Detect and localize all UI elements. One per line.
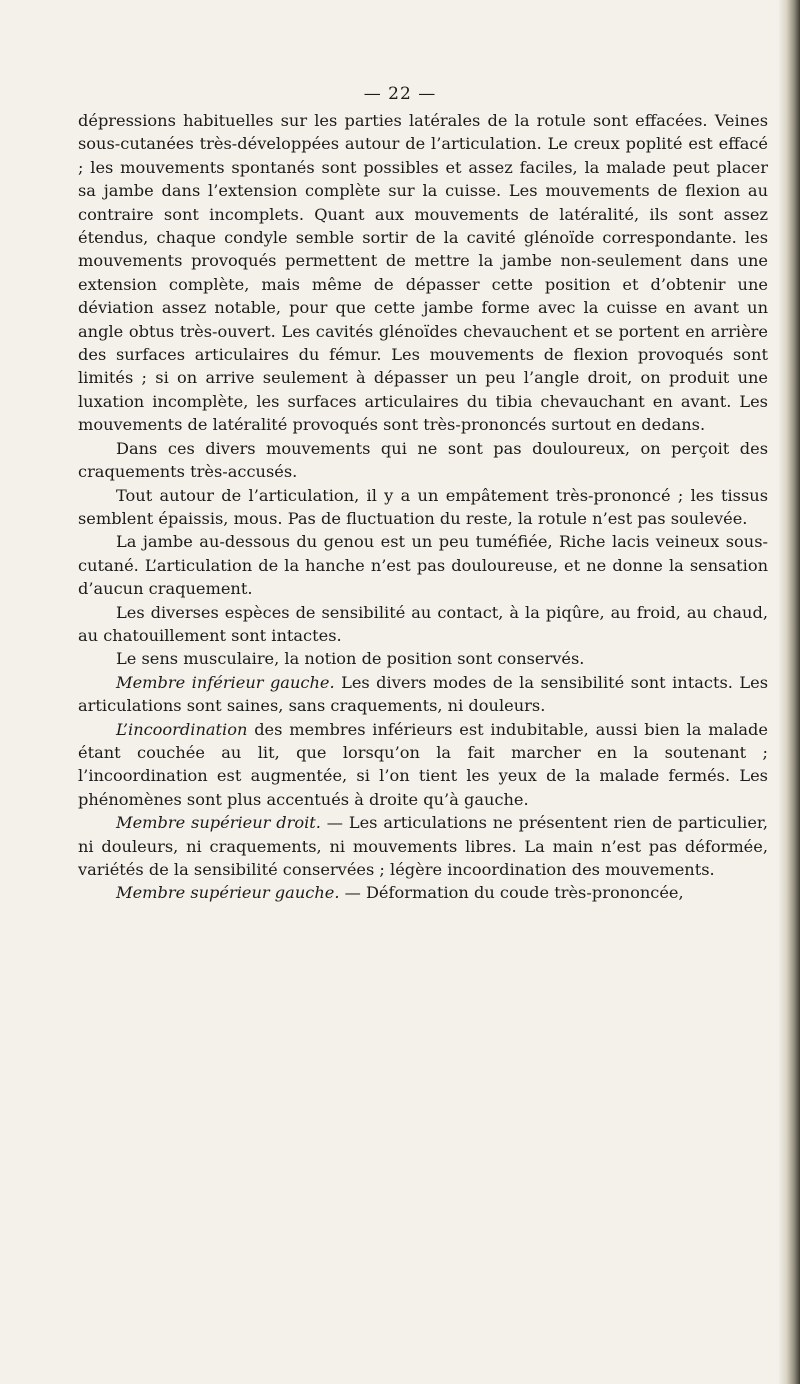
paragraph-text: Tout autour de l’articulation, il y a un empâtement très-prononcé ; les tissus semblent épaissis, mous. Pas de fluctuation du reste, la rotule n’est pas soulevée. (78, 485, 768, 528)
paragraph-8 (78, 718, 768, 812)
body-text (78, 109, 768, 905)
paragraph-text: Le sens musculaire, la notion de position sont conservés. (116, 649, 585, 669)
paragraph-text: des membres inférieurs est indubitable, aussi bien la malade étant couchée au lit, que lorsqu’on la fait marcher en la soutenant ; l’incoordination est augmentée, si l’on tient les yeux de la malade fermés. Les phénomènes sont plus accentués à droite qu’à gauche. (78, 719, 768, 809)
section-heading-incoordination: L’incoordination (116, 719, 248, 739)
paragraph-text: La jambe au-dessous du genou est un peu tuméfiée, Riche lacis veineux sous-cutané. L’articulation de la hanche n’est pas douloureuse, et ne donne la sensation d’aucun craquement. (78, 532, 768, 599)
paragraph-text: — Les articulations ne présentent rien de particulier, ni douleurs, ni craquements, ni mouvements libres. La main n’est pas déformée, variétés de la sensibilité conservées ; légère incoordination des mouvements. (78, 813, 768, 879)
paragraph-3 (78, 484, 768, 531)
paragraph-text: dépressions habituelles sur les parties latérales de la rotule sont effacées. Veines sous-cutanées très-développées autour de l’articulation. Le creux poplité est effacé ; les mouvements spontanés sont possibles et assez faciles, la malade peut placer sa jambe dans l’extension complète sur la cuisse. Les mouvements de flexion au contraire sont incomplets. Quant aux mouvements de latéralité, ils sont assez étendus, chaque condyle semble sortir de la cavité glénoïde correspondante. les mouvements provoqués permettent de mettre la jambe non-seulement dans une extension complète, mais même de dépasser cette position et d’obtenir une déviation assez notable, pour que cette jambe forme avec la cuisse en avant un angle obtus très-ouvert. Les cavités glénoïdes chevauchent et se portent en arrière des surfaces articulaires du fémur. Les mouvements de flexion provoqués sont limités ; si on arrive seulement à dépasser un peu l’angle droit, on produit une luxation incomplète, les surfaces articulaires du tibia chevauchant en avant. Les mouvements de latéralité provoqués sont très-prononcés surtout en dedans. (78, 111, 768, 435)
paragraph-10 (78, 881, 768, 904)
paragraph-5 (78, 601, 768, 648)
paragraph-text: Dans ces divers mouvements qui ne sont pas douloureux, on perçoit des craquements très-accusés. (78, 438, 768, 482)
section-heading-membre-superieur-gauche: Membre supérieur gauche. (116, 883, 340, 903)
paragraph-4 (78, 530, 768, 600)
paragraph-9 (78, 811, 768, 881)
paragraph-1 (78, 109, 768, 437)
paragraph-text: — Déformation du coude très-prononcée, (339, 883, 684, 903)
paragraph-2 (78, 437, 768, 484)
section-heading-membre-superieur-droit: Membre supérieur droit. (116, 813, 321, 833)
paragraph-text: Les diverses espèces de sensibilité au contact, à la piqûre, au froid, au chaud, au chatouillement sont intactes. (78, 602, 768, 645)
page-number: — 22 — (363, 84, 437, 104)
paragraph-6 (78, 647, 768, 670)
paragraph-7 (78, 671, 768, 718)
paragraph-text: Les divers modes de la sensibilité sont intacts. Les articulations sont saines, sans craquements, ni douleurs. (78, 672, 769, 716)
section-heading-membre-inferieur-gauche: Membre inférieur gauche. (116, 672, 335, 692)
page-edge-shadow (778, 0, 800, 1384)
